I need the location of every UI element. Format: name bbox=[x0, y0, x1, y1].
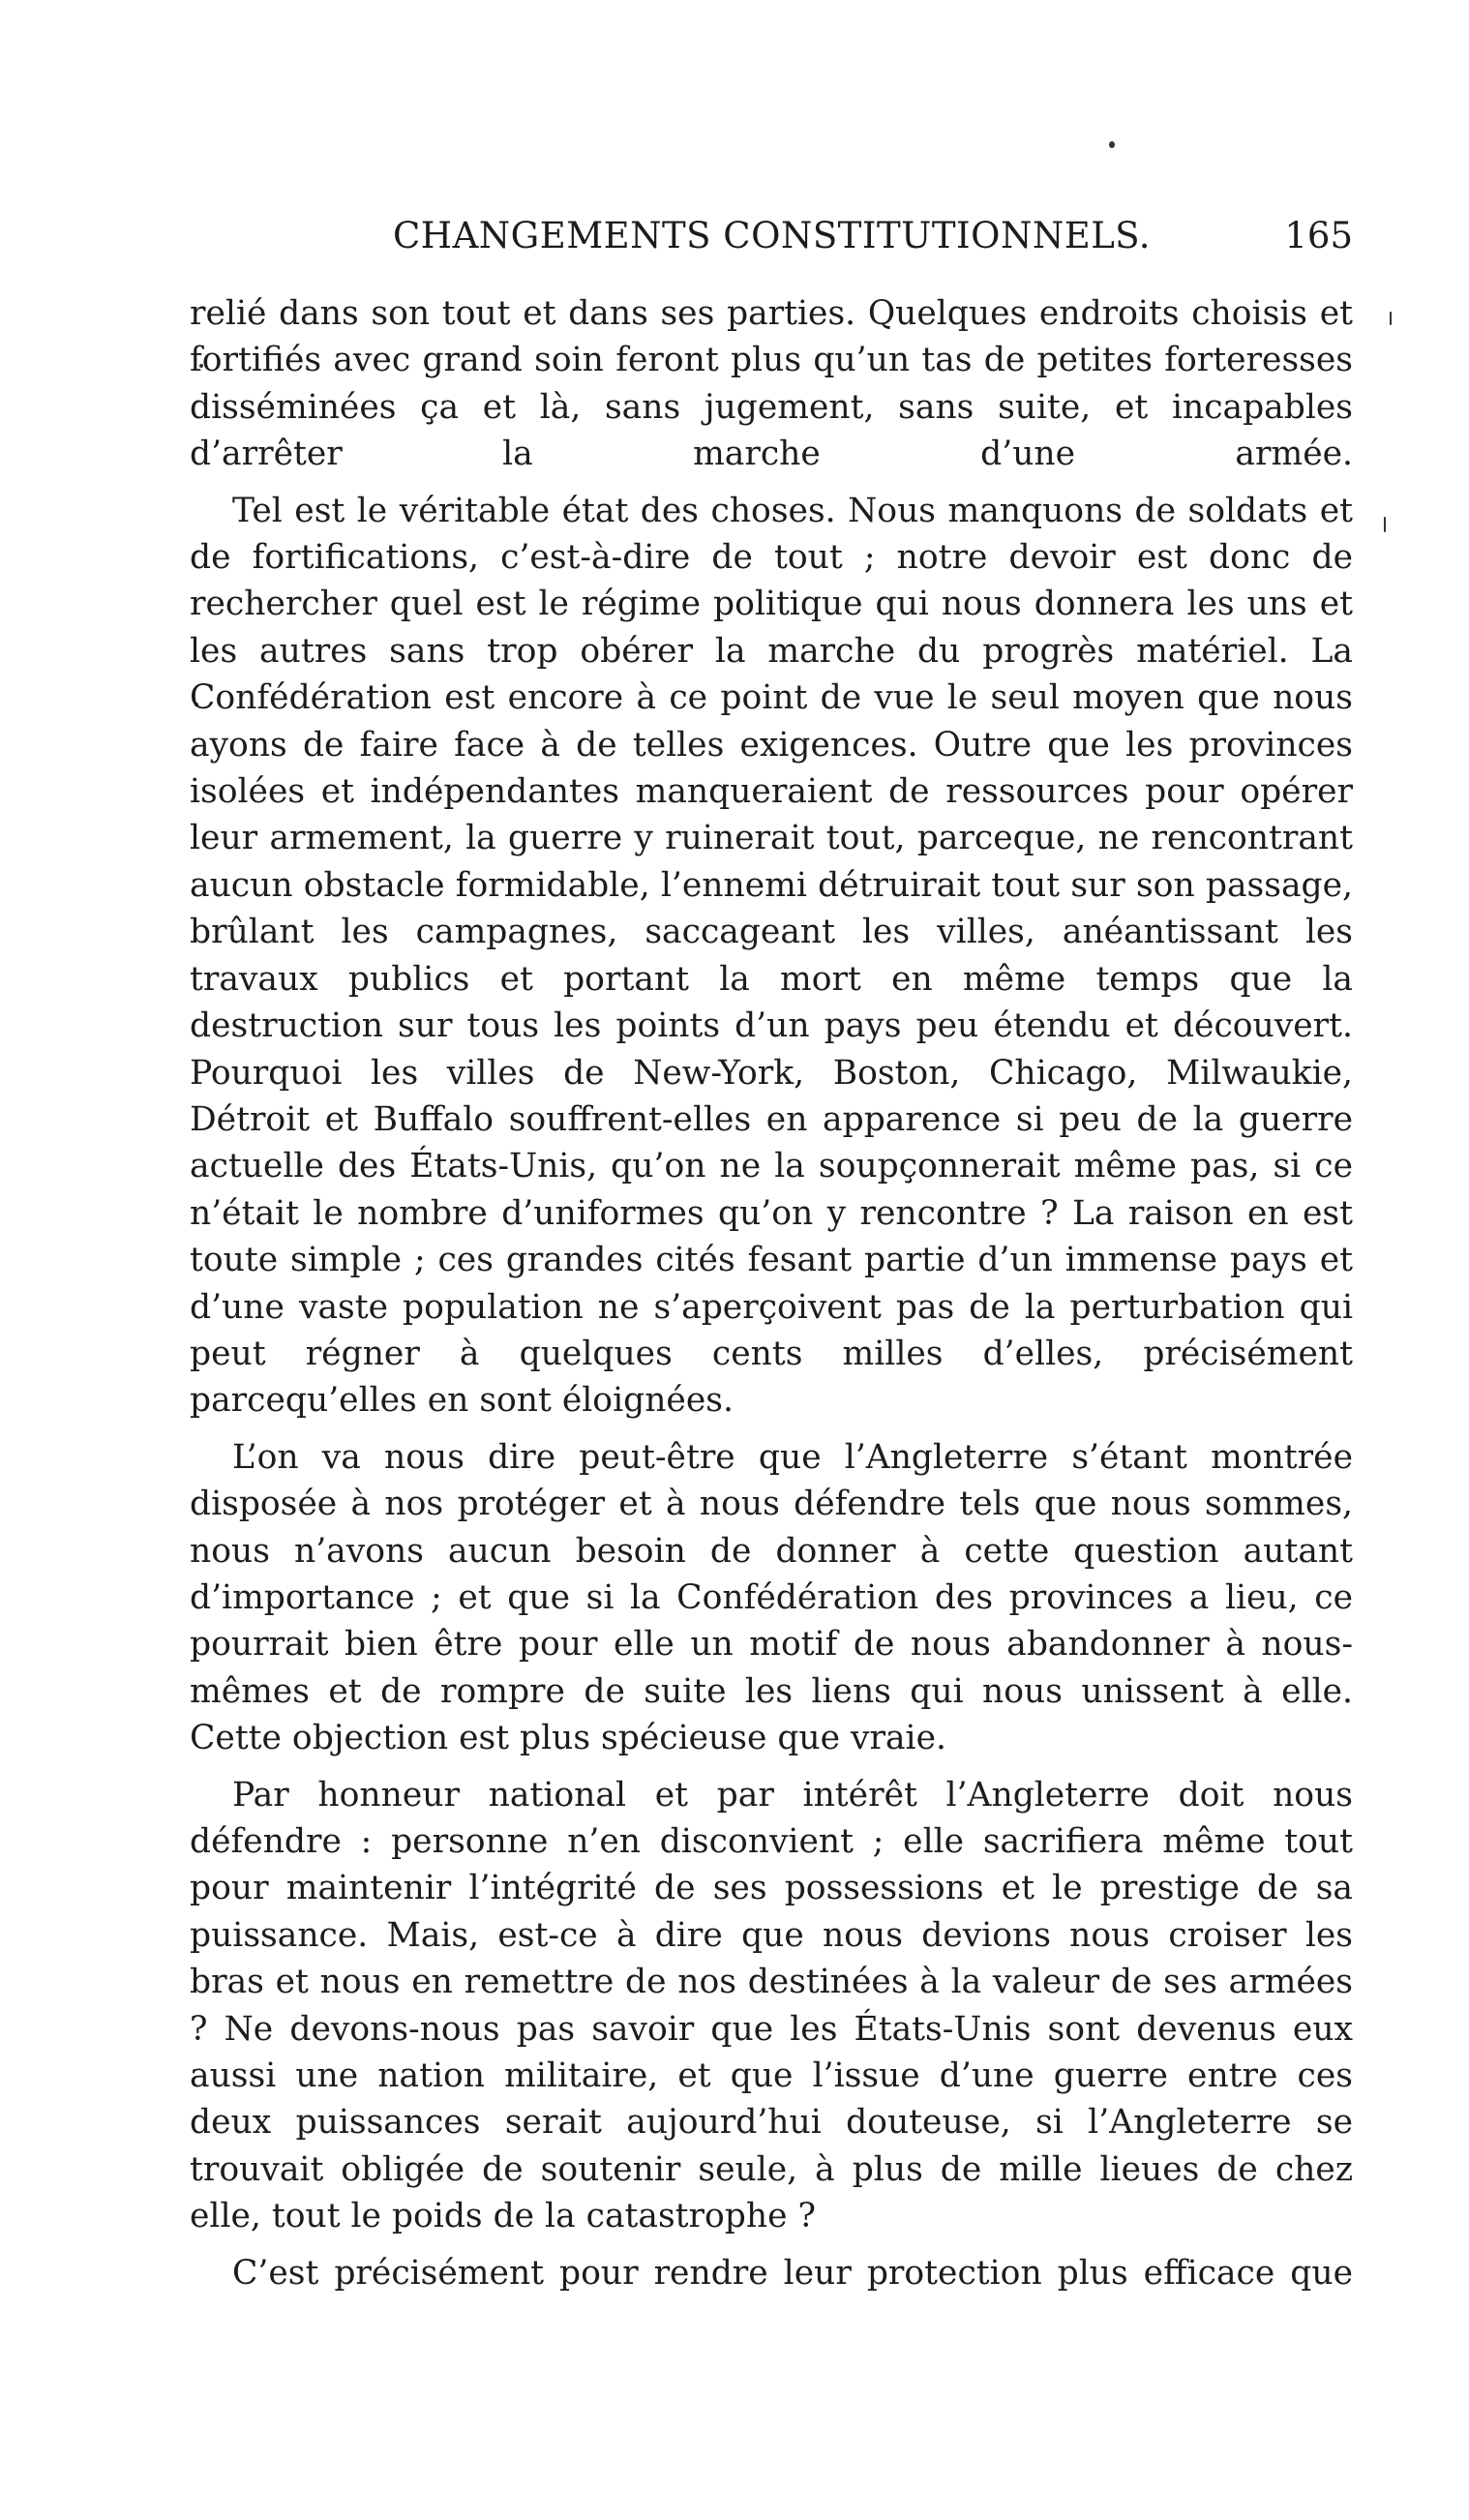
print-speck bbox=[1109, 141, 1115, 148]
paragraph-4: Par honneur national et par intérêt l’Angleterre doit nous défendre : personne n’en disconvient ; elle sacrifiera même tout pour maintenir l’intégrité de ses possessions et le prestige de sa puissance. Mais, est-ce à dire que nous devions nous croiser les bras et nous en remettre de nos destinées à la valeur de ses armées ? Ne devons-nous pas savoir que les États-Unis sont devenus eux aussi une nation militaire, et que l’issue d’une guerre entre ces deux puissances serait aujourd’hui douteuse, si l’Angleterre se trouvait obligée de soutenir seule, à plus de mille lieues de chez elle, tout le poids de la catastrophe ? bbox=[190, 1775, 1353, 2236]
running-header bbox=[190, 215, 1353, 273]
print-speck bbox=[1384, 517, 1386, 532]
paragraph-5: C’est précisément pour rendre leur protection plus efficace que bbox=[232, 2253, 1353, 2293]
paragraph-3: L’on va nous dire peut-être que l’Angleterre s’étant montrée disposée à nos protéger et à nous défendre tels que nous sommes, nous n’avons aucun besoin de donner à cette question autant d’importance ; et que si la Confédération des provinces a lieu, ce pourrait bien être pour elle un motif de nous abandonner à nous-mêmes et de rompre de suite les liens qui nous unissent à elle. Cette objection est plus spécieuse que vraie. bbox=[190, 1437, 1353, 1758]
paragraph-2: Tel est le véritable état des choses. Nous manquons de soldats et de fortifications, c’est-à-dire de tout ; notre devoir est donc de rechercher quel est le régime politique qui nous donnera les uns et les autres sans trop obérer la marche du progrès matériel. La Confédération est encore à ce point de vue le seul moyen que nous ayons de faire face à de telles exigences. Outre que les provinces isolées et indépendantes manqueraient de ressources pour opérer leur armement, la guerre y ruinerait tout, parceque, ne rencontrant aucun obstacle formidable, l’ennemi détruirait tout sur son passage, brûlant les campagnes, saccageant les villes, anéantissant les travaux publics et portant la mort en même temps que la destruction sur tous les points d’un pays peu étendu et découvert. Pourquoi les villes de New-York, Boston, Chicago, Milwaukie, Détroit et Buffalo souffrent-elles en apparence si peu de la guerre actuelle des États-Unis, qu’on ne la soupçonnerait même pas, si ce n’était le nombre d’uniformes qu’on y rencontre ? La raison en est toute simple ; ces grandes cités fesant partie d’un immense pays et d’une vaste population ne s’aperçoivent pas de la perturbation qui peut régner à quelques cents milles d’elles, précisément parcequ’elles en sont éloignées. bbox=[190, 491, 1353, 1421]
page-number: 165 bbox=[1284, 215, 1353, 256]
body-text bbox=[190, 290, 1353, 2306]
print-speck bbox=[1390, 312, 1392, 325]
running-title: CHANGEMENTS CONSTITUTIONNELS. bbox=[393, 215, 1152, 256]
paragraph-1: relié dans son tout et dans ses parties. Quelques endroits choisis et fortifiés avec grand soin feront plus qu’un tas de petites forteresses disséminées ça et là, sans jugement, sans suite, et incapables d’arrêter la marche d’une armée. bbox=[190, 294, 1353, 474]
